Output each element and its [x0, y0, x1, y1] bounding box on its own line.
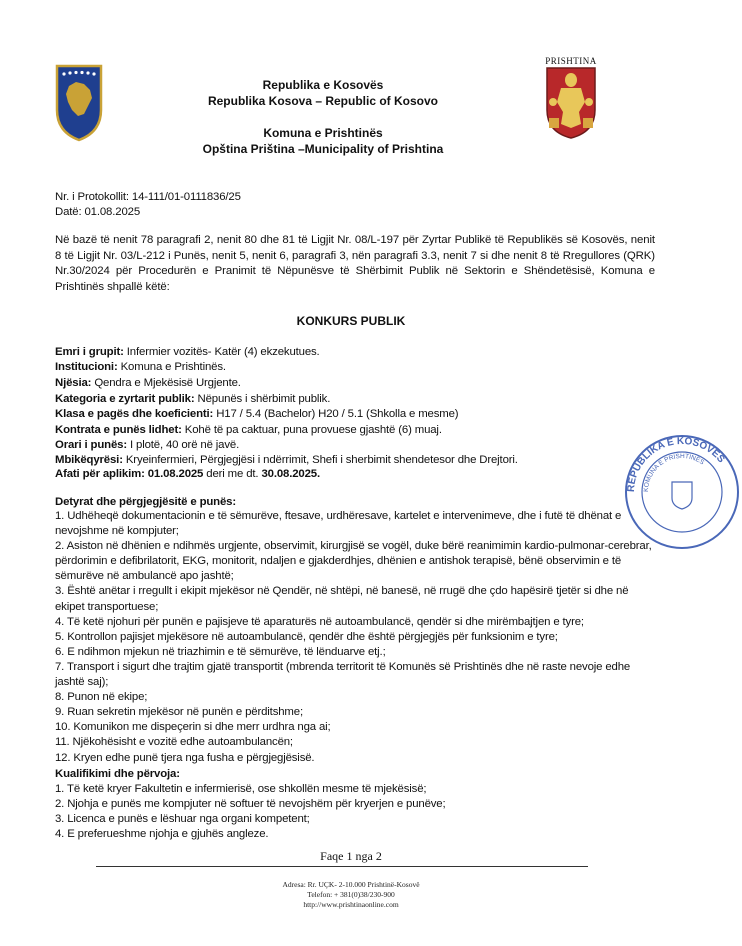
svg-text:REPUBLIKA E KOSOVËS: REPUBLIKA E KOSOVËS — [625, 435, 727, 493]
field-institution: Institucioni: Komuna e Prishtinës. — [55, 361, 226, 373]
footer-website: http://www.prishtinaonline.com — [303, 900, 399, 909]
official-stamp-icon — [622, 432, 727, 552]
list-item: 3. Licenca e punës e lëshuar nga organi kompetent; — [55, 813, 310, 826]
footer-divider — [96, 866, 588, 867]
header-country-sq: Republika e Kosovës — [262, 78, 384, 92]
list-item: 4. Të ketë njohuri për punën e pajisjeve të aparaturës në autoambulancë, qendër si dhe mirëmbajtjen e tyre; — [55, 615, 584, 628]
list-item: 7. Transport i sigurt dhe trajtim gjatë transportit (mbrenda territorit të Komunës së Prishtinës dhe në raste nevoje edhe jashtë saj); — [55, 660, 631, 689]
field-pay-class: Klasa e pagës dhe koeficienti: H17 / 5.4 (Bachelor) H20 / 5.1 (Shkolla e mesme) — [55, 408, 459, 420]
list-item: 11. Njëkohësisht e vozitë edhe autoambulancën; — [55, 736, 293, 749]
list-item: 10. Komunikon me dispeçerin si dhe merr urdhra nga ai; — [55, 721, 331, 734]
header-municipality-multi: Opština Priština –Municipality of Prishtina — [202, 142, 444, 156]
intro-paragraph: Në bazë të nenit 78 paragrafi 2, nenit 80 dhe 81 të Ligjit Nr. 08/L-197 për Zyrtar Publikë të Republikës së Kosovës, nenit 8 të Ligjit Nr. 03/L-212 i Punës, nenit 5, nenit 6, paragrafi 3, nën paragrafi 3.3, nenit 7 si dhe nenit 8 të Rregullores (QRK) Nr.30/2024 për Procedurën e Pranimit të Nëpunësve të Shërbimit Publik në Sektorin e Shëndetësisë, Komuna e Prishtinës shpallë këtë: — [55, 234, 655, 293]
duties-list — [55, 509, 653, 766]
list-item: 2. Njohja e punës me kompjuter në softuer të nevojshëm për kryerjen e punëve; — [55, 798, 446, 811]
list-item: 6. E ndihmon mjekun në triazhimin e të sëmurëve, të lënduarve etj.; — [55, 645, 386, 658]
field-contract: Kontrata e punës lidhet: Kohë të pa caktuar, puna provuese gjashtë (6) muaj. — [55, 424, 442, 436]
svg-text:KOMUNA E PRISHTINËS: KOMUNA E PRISHTINËS — [642, 452, 706, 493]
list-item: 3. Është anëtar i rregullt i ekipit mjekësor në Qendër, në shtëpi, në banesë, në rrugë dhe çdo hapësirë tjetër si dhe në ekipet transportuese; — [55, 585, 629, 613]
list-item: 9. Ruan sekretin mjekësor në punën e përditshme; — [55, 706, 303, 719]
field-unit: Njësia: Qendra e Mjekësisë Urgjente. — [55, 377, 241, 389]
list-item: 12. Kryen edhe punë tjera nga fusha e përgjegjësisë. — [55, 751, 315, 764]
prishtina-label: PRISHTINA — [545, 56, 597, 66]
list-item: 1. Udhëheqë dokumentacionin e të sëmurëve, ftesave, urdhëresave, kartelet e intervenimeve, dhe i futë të dhënat e nevojshme në kompjuter; — [55, 510, 622, 538]
list-item: 5. Kontrollon pajisjet mjekësore në autoambulancë, qendër dhe është përgjegjës për funksionim e tyre; — [55, 630, 558, 643]
field-group-name: Emri i grupit: Infermier vozitës- Katër (4) ekzekutues. — [55, 346, 320, 358]
footer-phone: Telefon: + 381(0)38/230-900 — [307, 890, 395, 899]
field-deadline: Afati për aplikim: 01.08.2025 deri me dt. 30.08.2025. — [55, 468, 320, 480]
list-item: 4. E preferueshme njohja e gjuhës angleze. — [55, 828, 269, 841]
field-category: Kategoria e zyrtarit publik: Nëpunës i shërbimit publik. — [55, 393, 331, 405]
qualifications-list — [55, 782, 653, 842]
footer-address: Adresa: Rr. UÇK- 2-10.000 Prishtinë-Kosovë — [282, 880, 420, 889]
list-item: 1. Të ketë kryer Fakultetin e infermierisë, ose shkollën mesme të mjekësisë; — [55, 783, 427, 795]
header-municipality-sq: Komuna e Prishtinës — [263, 126, 383, 140]
protocol-number: Nr. i Protokollit: 14-111/01-0111836/25 — [55, 191, 241, 203]
document-title: KONKURS PUBLIK — [296, 314, 406, 328]
page-number: Faqe 1 nga 2 — [320, 849, 382, 863]
list-item: 8. Punon në ekipe; — [55, 691, 148, 704]
qualifications-heading: Kualifikimi dhe përvoja: — [55, 768, 180, 780]
duties-heading: Detyrat dhe përgjegjësitë e punës: — [55, 496, 236, 508]
list-item: 2. Asiston në dhënien e ndihmës urgjente, observimit, kirurgjisë se vogël, duke bërë reanimimin kardio-pulmonar-cerebrar, përdorimin e defibrilatorit, EKG, monitorit, ndaljen e gjakderdhjes, dhënien e antishok terapisë, bënë observimin e të sëmurëve në ambulancë apo jashtë; — [55, 540, 652, 583]
field-schedule: Orari i punës: I plotë, 40 orë në javë. — [55, 439, 240, 451]
field-supervisor: Mbikëqyrësi: Kryeinfermieri, Përgjegjësi i ndërrimit, Shefi i sherbimit shendetesor dhe Drejtori. — [55, 454, 518, 466]
header-country-multi: Republika Kosova – Republic of Kosovo — [207, 94, 439, 108]
document-date: Datë: 01.08.2025 — [55, 206, 140, 218]
